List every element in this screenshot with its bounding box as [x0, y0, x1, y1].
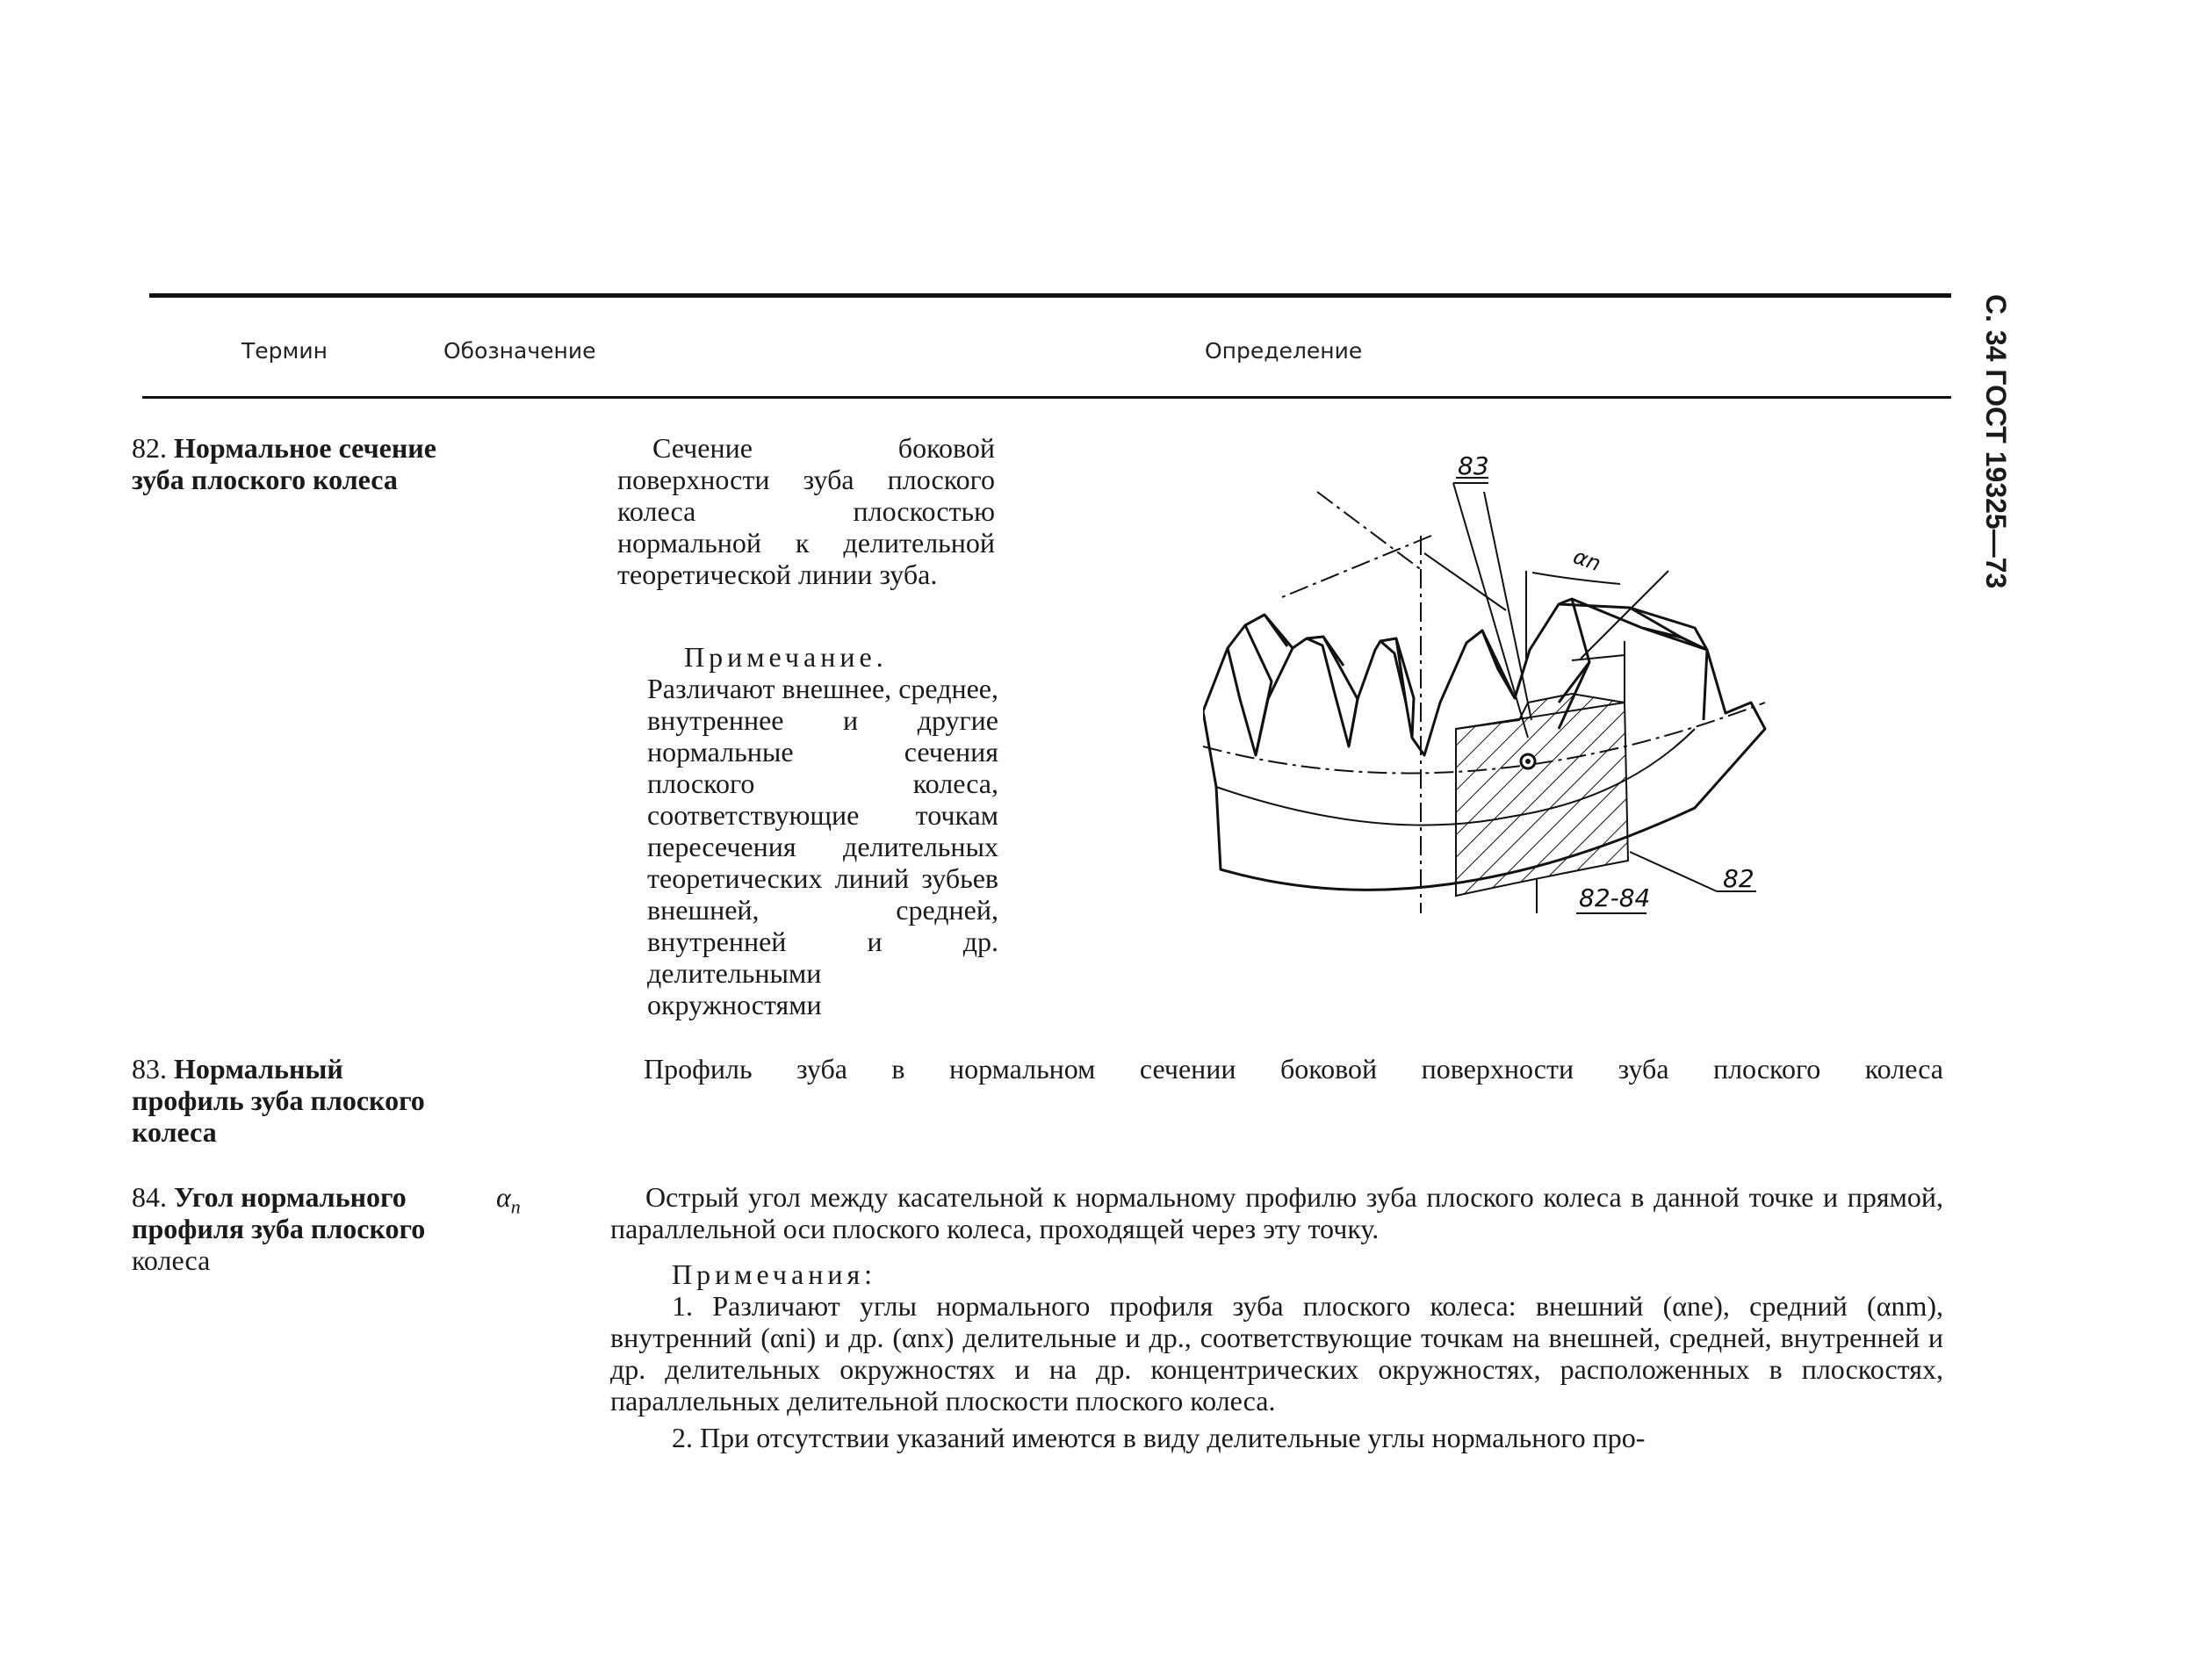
- header-definition: Определение: [1205, 338, 1363, 364]
- page-side-header: [1980, 294, 2015, 663]
- definition-84-text: Острый угол между касательной к нормальному профилю зуба плоского колеса в данной точке и прямой, параллельной оси плоского колеса, проходящей через эту точку.: [610, 1181, 1943, 1244]
- definition-82: [617, 432, 995, 590]
- label-83: 83: [1458, 451, 1489, 480]
- gear-tooth-figure: [1203, 439, 1774, 931]
- term-83-name: Нормальный профиль зуба плоского колеса: [132, 1053, 425, 1148]
- definition-83: [644, 1053, 1943, 1085]
- symbol-84-base: α: [496, 1181, 511, 1213]
- term-84-number: 84.: [132, 1181, 167, 1213]
- term-84: [132, 1181, 448, 1276]
- term-83-number: 83.: [132, 1053, 167, 1085]
- page-number-label: С. 34 ГОСТ 19325—73: [1980, 294, 2012, 589]
- label-82: 82: [1723, 864, 1754, 893]
- note-82-text: Различают внешнее, среднее, внутреннее и другие нормальные сечения плоского колеса, соответствующие точкам пересечения делительных теоретических линий зубьев внешней, средней, внутренней и др. делительными окружностями: [647, 673, 998, 1020]
- definition-84: [610, 1181, 1943, 1453]
- note-82-heading: Примечание.: [684, 641, 888, 673]
- symbol-84: [496, 1181, 521, 1218]
- term-84-name: Угол нормального профиля зуба плоского: [132, 1181, 426, 1244]
- term-82: [132, 432, 448, 495]
- header-rule: [142, 396, 1951, 399]
- notes-84-heading: Примечания:: [672, 1258, 877, 1290]
- term-82-name: Нормальное сечение зуба плоского колеса: [132, 432, 436, 495]
- note-84-1: 1. Различают углы нормального профиля зуба плоского колеса: внешний (αne), средний (αnm), внутренний (αni) и др. (αnx) делительные и др., соответствующие точкам на внешней, средней, внутренней и др. делительных окружностях и на др. концентрических окружностях, расположенных в плоскостях, параллельных делительной плоскости плоского колеса.: [610, 1290, 1943, 1417]
- label-82-84: 82-84: [1579, 883, 1651, 912]
- symbol-84-sub: n: [510, 1195, 521, 1218]
- header-term: Термин: [241, 338, 328, 364]
- definition-83-text: Профиль зуба в нормальном сечении боковой поверхности зуба плоского колеса: [644, 1053, 1943, 1085]
- term-82-number: 82.: [132, 432, 167, 464]
- definition-82-text: Сечение боковой поверхности зуба плоского колеса плоскостью нормальной к делительной теоретической линии зуба.: [617, 432, 995, 590]
- term-84-tail: колеса: [132, 1244, 211, 1276]
- term-83: [132, 1053, 448, 1148]
- note-82: [647, 641, 998, 1020]
- note-84-2: 2. При отсутствии указаний имеются в виду делительные углы нормального про-: [672, 1422, 1646, 1453]
- header-symbol: Обозначение: [443, 338, 596, 364]
- top-rule: [149, 293, 1951, 298]
- label-alpha-n: αn: [1569, 544, 1604, 577]
